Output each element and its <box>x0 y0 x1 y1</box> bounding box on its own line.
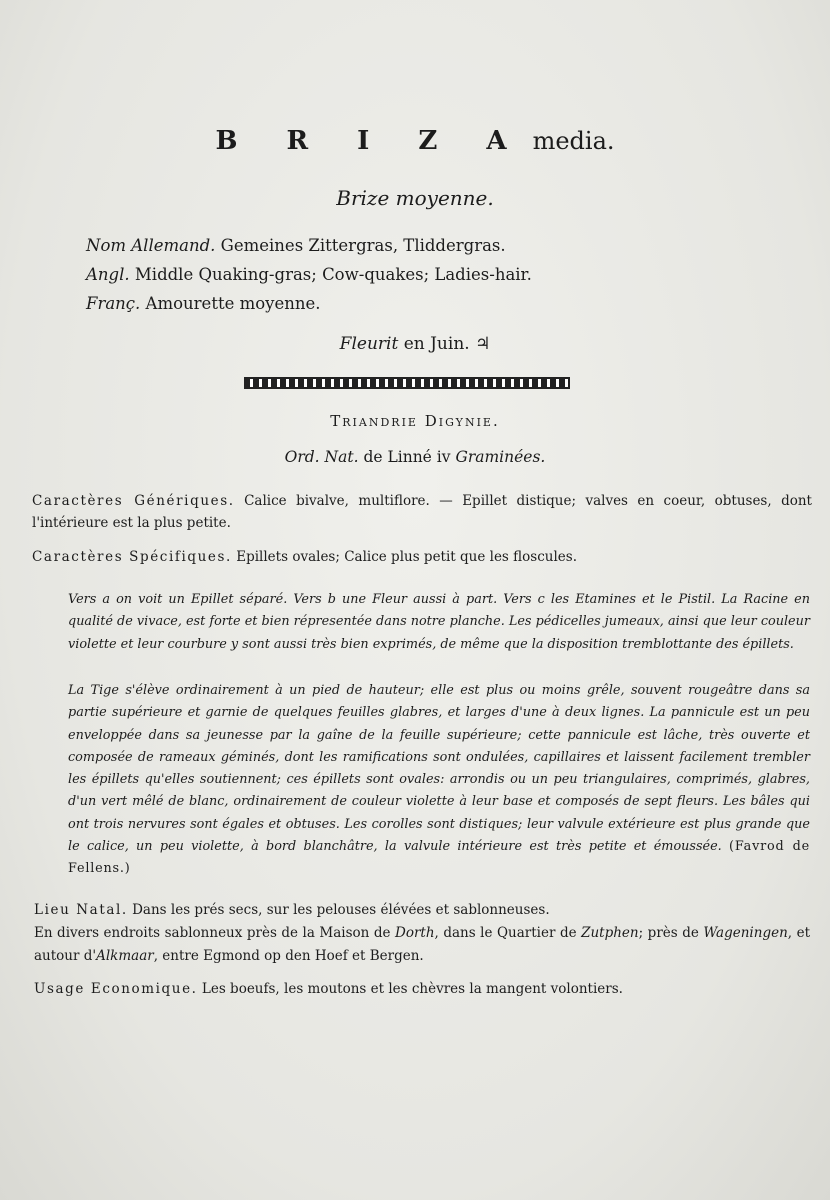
name-french <box>86 289 532 318</box>
name-english <box>86 260 532 289</box>
author-credit: (Favrod de Fellens.) <box>68 839 810 877</box>
habitat-label: Lieu Natal. <box>34 902 128 918</box>
specific-characters <box>32 546 812 568</box>
species-name: media. <box>532 127 615 155</box>
perennial-symbol-icon: ♃ <box>475 334 491 354</box>
page-title <box>0 126 830 156</box>
name-value: Gemeines Zittergras, Tliddergras. <box>220 236 506 255</box>
name-label: Nom Allemand. <box>86 236 216 255</box>
place-zutphen: Zutphen <box>581 925 639 941</box>
specific-text: Epillets ovales; Calice plus petit que les floscules. <box>236 549 577 565</box>
vernacular-names <box>86 231 532 318</box>
flowering-period <box>0 334 830 354</box>
name-value: Amourette moyenne. <box>145 294 321 313</box>
habitat-text: Dans les prés secs, sur les pelouses élévées et sablonneuses. <box>132 902 550 918</box>
name-label: Franç. <box>86 294 141 313</box>
generic-characters <box>32 490 812 534</box>
habitat-section <box>34 899 810 968</box>
flowering-label: Fleurit <box>339 334 399 354</box>
order-middle: de Linné iv <box>363 448 451 466</box>
name-value: Middle Quaking-gras; Cow-quakes; Ladies-hair. <box>134 265 532 284</box>
generic-label: Caractères Génériques. <box>32 493 235 509</box>
habitat-locations: ; près de <box>638 925 699 941</box>
ornamental-divider <box>244 377 570 389</box>
place-dorth: Dorth <box>395 925 435 941</box>
specific-label: Caractères Spécifiques. <box>32 549 232 565</box>
generic-text: Calice bivalve, multiflore. — Epillet distique; valves en coeur, obtuses, dont l'intérieure est la plus petite. <box>32 493 812 531</box>
stem-description-text: La Tige s'élève ordinairement à un pied de hauteur; elle est plus ou moins grêle, souvent rougeâtre dans sa partie supérieure et garnie de quelques feuilles glabres, et larges d'une à deux lignes. La pannicule est un peu enveloppée dans sa jeunesse par la gaîne de la feuille supérieure; cette pannicule est lâche, très ouverte et composée de rameaux géminés, dont les ramifications sont ondulées, capillaires et laissent facilement trembler les épillets qu'elles soutiennent; ces épillets sont ovales: arrondis ou un peu triangulaires, comprimés, glabres, d'un vert mêlé de blanc, ordinairement de couleur violette à leur base et composés de sept fleurs. Les bâles qui ont trois nervures sont égales et obtuses. Les corolles sont distiques; leur valvule extérieure est plus grande que le calice, un peu violette, à bord blanchâtre, la valvule intérieure est très petite et émoussée. <box>68 683 810 855</box>
stem-description <box>68 680 810 881</box>
genus-name: B R I Z A <box>215 126 527 156</box>
order-suffix: Graminées. <box>455 448 546 466</box>
place-alkmaar: Alkmaar <box>96 948 154 964</box>
name-german <box>86 231 532 260</box>
habitat-locations: En divers endroits sablonneux près de la Maison de <box>34 925 391 941</box>
french-common-name: Brize moyenne. <box>336 186 494 210</box>
usage-section <box>34 978 810 1001</box>
habitat-locations: , et autour d' <box>34 925 810 964</box>
usage-label: Usage Economique. <box>34 981 198 997</box>
order-prefix: Ord. Nat. <box>284 448 359 466</box>
name-label: Angl. <box>86 265 130 284</box>
linnaean-class: Triandrie Digynie. <box>330 412 500 430</box>
natural-order <box>0 448 830 466</box>
habitat-locations: , dans le Quartier de <box>434 925 577 941</box>
usage-text: Les boeufs, les moutons et les chèvres la mangent volontiers. <box>201 981 623 997</box>
flowering-text: en Juin. <box>403 334 470 354</box>
plate-description: Vers a on voit un Epillet séparé. Vers b une Fleur aussi à part. Vers c les Etamines et le Pistil. La Racine en qualité de vivace, est forte et bien répresentée dans notre planche. Les pédicelles jumeaux, ainsi que leur couleur violette et leur courbure y sont aussi très bien exprimés, de même que la disposition tremblottante des épillets. <box>68 592 810 652</box>
habitat-locations: , entre Egmond op den Hoef et Bergen. <box>153 948 424 964</box>
place-wageningen: Wageningen <box>703 925 788 941</box>
